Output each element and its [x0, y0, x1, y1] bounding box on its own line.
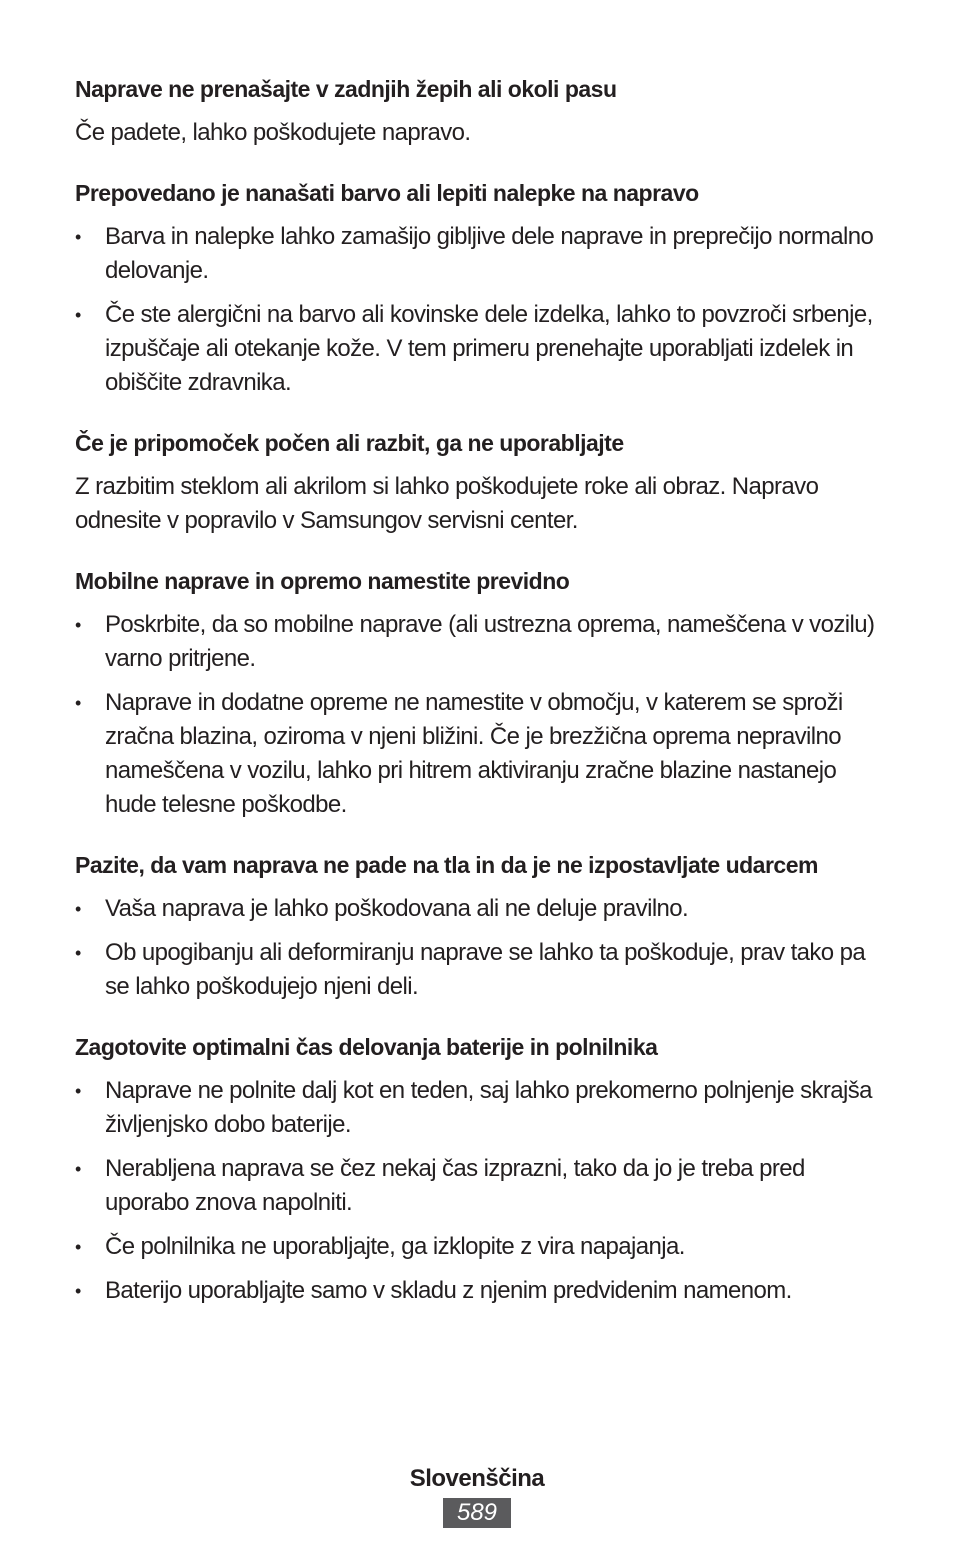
list-item-text: Baterijo uporabljajte samo v skladu z njenim predvidenim namenom.: [105, 1277, 792, 1304]
bullet-list: [75, 892, 875, 1004]
footer-language: Slovenščina: [409, 1465, 545, 1492]
list-item-text: Barva in nalepke lahko zamašijo gibljive dele naprave in preprečijo normalno delovanje.: [105, 223, 874, 284]
list-item: [75, 220, 875, 288]
bullet-icon: •: [75, 1159, 81, 1179]
list-item-text: Če ste alergični na barvo ali kovinske dele izdelka, lahko to povzroči srbenje, izpuščaje ali otekanje kože. V tem primeru prenehajte uporabljati izdelek in obiščite zdravnika.: [105, 301, 873, 396]
section-battery-charger: [75, 1030, 875, 1308]
list-item: [75, 936, 875, 1004]
list-item-text: Vaša naprava je lahko poškodovana ali ne deluje pravilno.: [105, 895, 689, 922]
page-number-badge: 589: [443, 1498, 511, 1528]
section-paragraph: Z razbitim steklom ali akrilom si lahko poškodujete roke ali obraz. Napravo odnesite v popravilo v Samsungov servisni center.: [75, 473, 819, 534]
bullet-icon: •: [75, 693, 81, 713]
list-item: [75, 1274, 875, 1308]
section-heading: Naprave ne prenašajte v zadnjih žepih ali okoli pasu: [75, 76, 617, 102]
list-item-text: Naprave ne polnite dalj kot en teden, saj lahko prekomerno polnjenje skrajša življenjsko dobo baterije.: [105, 1077, 872, 1138]
list-item: [75, 686, 875, 822]
list-item: [75, 1152, 875, 1220]
list-item-text: Ob upogibanju ali deformiranju naprave se lahko ta poškoduje, prav tako pa se lahko poškodujejo njeni deli.: [105, 939, 866, 1000]
bullet-icon: •: [75, 899, 81, 919]
bullet-list: [75, 220, 875, 400]
section-heading: Mobilne naprave in opremo namestite previdno: [75, 568, 570, 594]
bullet-icon: •: [75, 1281, 81, 1301]
list-item: [75, 1230, 875, 1264]
list-item-text: Če polnilnika ne uporabljajte, ga izklopite z vira napajanja.: [105, 1233, 685, 1260]
section-heading: Pazite, da vam naprava ne pade na tla in da je ne izpostavljate udarcem: [75, 852, 818, 878]
list-item-text: Poskrbite, da so mobilne naprave (ali ustrezna oprema, nameščena v vozilu) varno pritrjene.: [105, 611, 875, 672]
page-content: [75, 72, 875, 1334]
list-item: [75, 608, 875, 676]
section-paint-stickers: [75, 176, 875, 400]
list-item-text: Naprave in dodatne opreme ne namestite v območju, v katerem se sproži zračna blazina, oziroma v njeni bližini. Če je brezžična oprema nepravilno nameščena v vozilu, lahko pri hitrem aktiviranju zračne blazine nastanejo hude telesne poškodbe.: [105, 689, 843, 818]
section-heading: Če je pripomoček počen ali razbit, ga ne uporabljajte: [75, 430, 624, 456]
section-broken-accessory: [75, 426, 875, 538]
bullet-icon: •: [75, 943, 81, 963]
list-item-text: Nerabljena naprava se čez nekaj čas izprazni, tako da jo je treba pred uporabo znova napolniti.: [105, 1155, 805, 1216]
list-item: [75, 1074, 875, 1142]
page-footer: [0, 1462, 954, 1528]
section-paragraph: Če padete, lahko poškodujete napravo.: [75, 119, 471, 146]
list-item: [75, 298, 875, 400]
section-drops-impacts: [75, 848, 875, 1004]
section-heading: Zagotovite optimalni čas delovanja baterije in polnilnika: [75, 1034, 658, 1060]
bullet-icon: •: [75, 1081, 81, 1101]
bullet-icon: •: [75, 305, 81, 325]
section-heading: Prepovedano je nanašati barvo ali lepiti nalepke na napravo: [75, 180, 699, 206]
bullet-icon: •: [75, 615, 81, 635]
list-item: [75, 892, 875, 926]
section-pockets: [75, 72, 875, 150]
bullet-list: [75, 608, 875, 822]
bullet-icon: •: [75, 227, 81, 247]
bullet-icon: •: [75, 1237, 81, 1257]
section-mobile-install: [75, 564, 875, 822]
bullet-list: [75, 1074, 875, 1308]
